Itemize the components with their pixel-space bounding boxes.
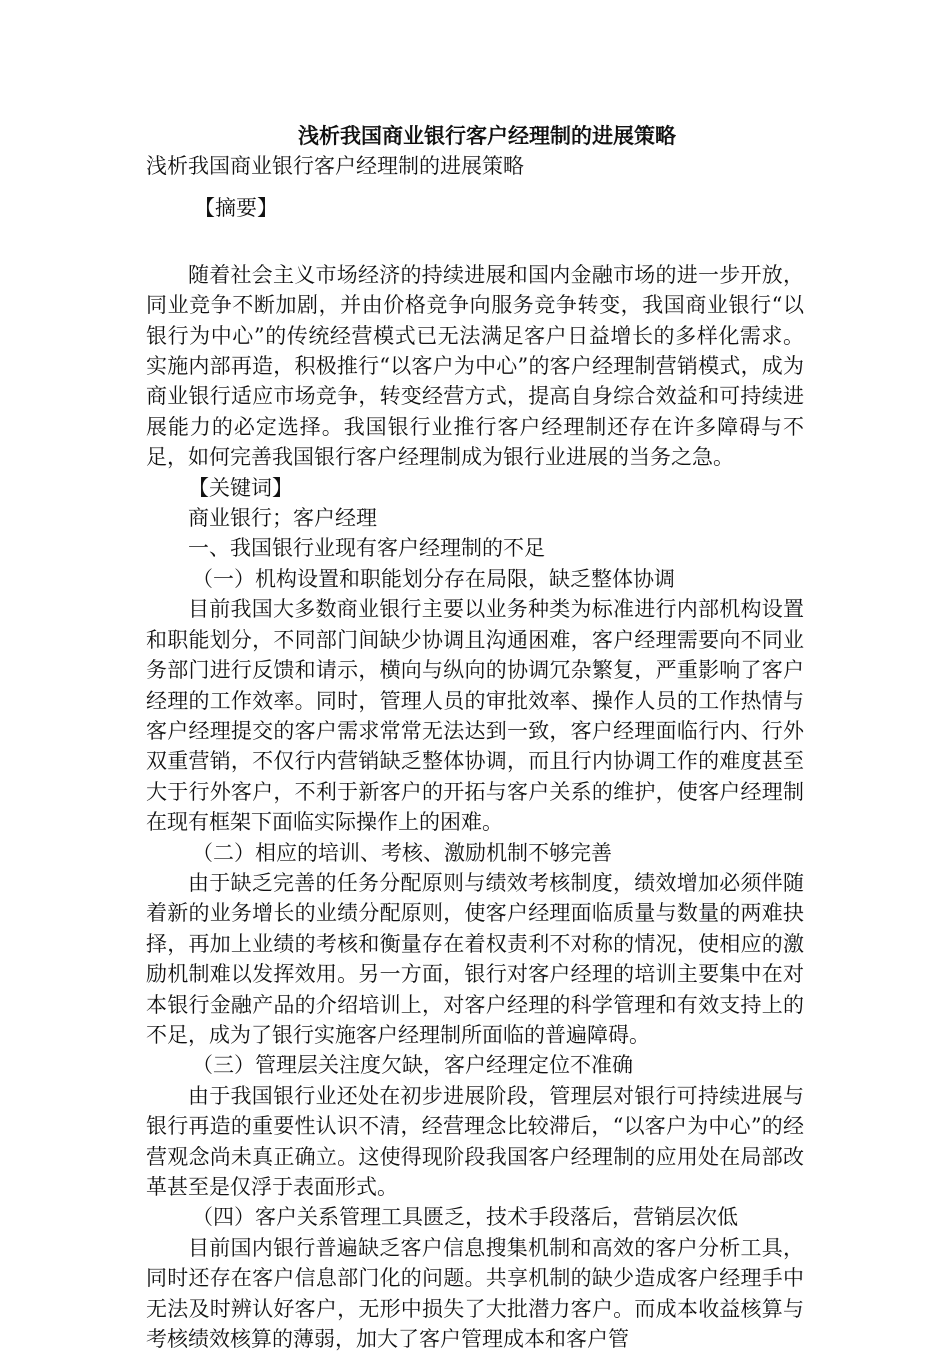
document-title: 浅析我国商业银行客户经理制的进展策略 bbox=[298, 123, 676, 148]
subsection-paragraph-4: 目前国内银行普遍缺乏客户信息搜集机制和高效的客户分析工具，同时还存在客户信息部门化的问题。共享机制的缺少造成客户经理手中无法及时辨认好客户，无形中损失了大批潜力客户。而成本收益核算与考核绩效核算的薄弱，加大了客户管理成本和客户管 bbox=[146, 1235, 804, 1352]
subsection-paragraph-2: 由于缺乏完善的任务分配原则与绩效考核制度，绩效增加必须伴随着新的业务增长的业绩分配原则，使客户经理面临质量与数量的两难抉择，再加上业绩的考核和衡量存在着权责利不对称的情况，使相应的激励机制难以发挥效用。另一方面，银行对客户经理的培训主要集中在对本银行金融产品的介绍培训上，对客户经理的科学管理和有效支持上的不足，成为了银行实施客户经理制所面临的普遍障碍。 bbox=[146, 870, 804, 1047]
subsection-heading-1: （一）机构设置和职能划分存在局限，缺乏整体协调 bbox=[192, 566, 675, 591]
section-heading-1: 一、我国银行业现有客户经理制的不足 bbox=[188, 536, 545, 561]
document-subtitle: 浅析我国商业银行客户经理制的进展策略 bbox=[146, 154, 524, 178]
subsection-paragraph-3: 由于我国银行业还处在初步进展阶段，管理层对银行可持续进展与银行再造的重要性认识不清，经营理念比较滞后，“以客户为中心”的经营观念尚未真正确立。这使得现阶段我国客户经理制的应用处在局部改革甚至是仅浮于表面形式。 bbox=[146, 1083, 804, 1199]
subsection-heading-4: （四）客户关系管理工具匮乏，技术手段落后，营销层次低 bbox=[192, 1205, 738, 1230]
subsection-paragraph-1: 目前我国大多数商业银行主要以业务种类为标准进行内部机构设置和职能划分，不同部门间缺少协调且沟通困难，客户经理需要向不同业务部门进行反馈和请示，横向与纵向的协调冗杂繁复，严重影响了客户经理的工作效率。同时，管理人员的审批效率、操作人员的工作热情与客户经理提交的客户需求常常无法达到一致，客户经理面临行内、行外双重营销，不仅行内营销缺乏整体协调，而且行内协调工作的难度甚至大于行外客户，不利于新客户的开拓与客户关系的维护，使客户经理制在现有框架下面临实际操作上的困难。 bbox=[146, 597, 804, 835]
abstract-paragraph: 随着社会主义市场经济的持续进展和国内金融市场的进一步开放，同业竞争不断加剧，并由价格竞争向服务竞争转变，我国商业银行“以银行为中心”的传统经营模式已无法满足客户日益增长的多样化需求。实施内部再造，积极推行“以客户为中心”的客户经理制营销模式，成为商业银行适应市场竞争，转变经营方式，提高自身综合效益和可持续进展能力的必定选择。我国银行业推行客户经理制还存在许多障碍与不足，如何完善我国银行客户经理制成为银行业进展的当务之急。 bbox=[146, 262, 804, 470]
keywords-text: 商业银行；客户经理 bbox=[188, 506, 377, 531]
abstract-heading: 【摘要】 bbox=[194, 196, 278, 221]
keywords-heading: 【关键词】 bbox=[188, 475, 293, 500]
subsection-heading-3: （三）管理层关注度欠缺，客户经理定位不准确 bbox=[192, 1053, 633, 1078]
subsection-heading-2: （二）相应的培训、考核、激励机制不够完善 bbox=[192, 840, 612, 865]
document-body bbox=[146, 121, 804, 1354]
